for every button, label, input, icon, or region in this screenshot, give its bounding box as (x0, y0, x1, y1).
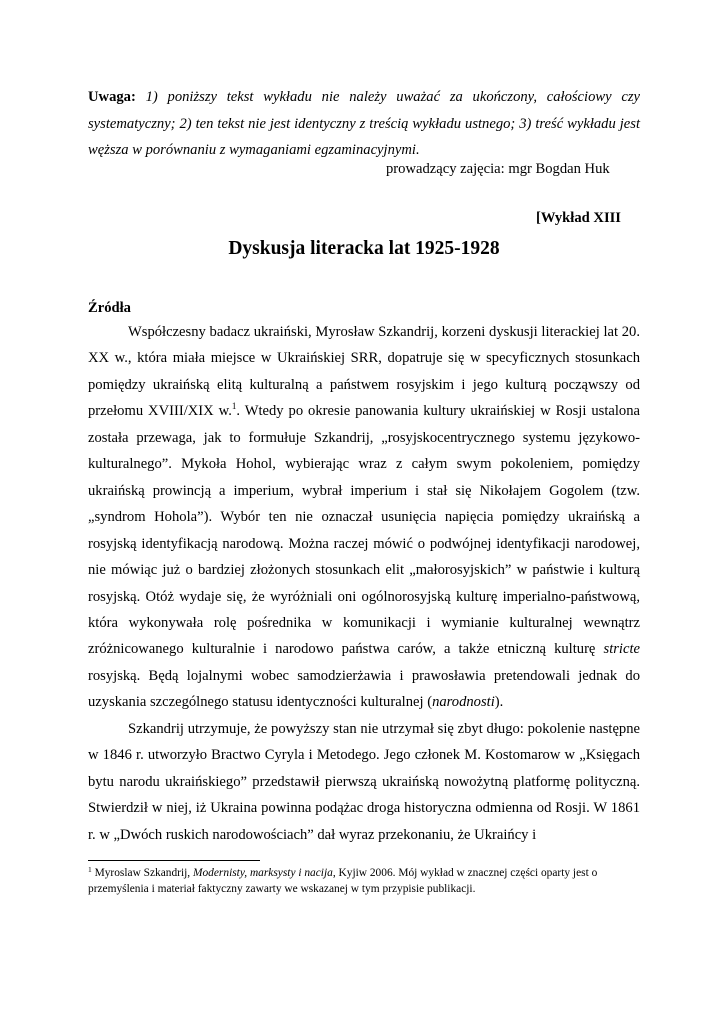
paragraph-1 (88, 319, 640, 716)
paragraph-1-part-2: . Wtedy po okresie panowania kultury ukraińskiej w Rosji ustalona została przewaga, jak to formułuje Szkandrij, „rosyjskocentrycznego systemu językowo-kulturalnego”. Mykoła Hohol, wybierając wraz z całym swym pokoleniem, pomiędzy ukraińską prowincją a imperium, wybrał imperium i stał się Nikołajem Gogolem (tzw. „syndrom Hohola”). Wybór ten nie oznaczał usunięcia napięcia pomiędzy ukraińską a rosyjską identyfikacją narodową. Można raczej mówić o podwójnej identyfikacji narodowej, nie mówiąc już o bardziej złożonych stosunkach elit „małorosyjskich” w państwie i kulturą rosyjską. Otóż wydaje się, że wyróżniali oni ogólnorosyjską kulturę imperialno-państwową, która wykonywała rolę pośrednika w komunikacji i wymianie kulturalnej wewnątrz zróżnicowanego kulturalnie i narodowo państwa carów, a także etniczną kulturę (88, 403, 640, 658)
lecture-number: [Wykład XIII (535, 210, 621, 226)
footnote-book-title: Modernisty, marksysty i nacija (193, 867, 333, 879)
footnote-mark: 1 (88, 865, 92, 874)
instructor-line: prowadzący zajęcia: mgr Bogdan Huk (386, 161, 610, 177)
emphasis-narodnosti: narodnosti (432, 694, 495, 711)
footnote-divider (88, 860, 260, 861)
footnote-author: Myroslaw Szkandrij, (91, 867, 193, 879)
paragraph-1-part-1: Współczesny badacz ukraiński, Myrosław Szkandrij, korzeni dyskusji literackiej lat 20. XX w., która miała miejsce w Ukraińskiej SRR, dopatruje się w specyficznych stosunkach pomiędzy ukraińską elitą kulturalną a państwem rosyjskim i jego kulturą począwszy od przełomu XVIII/XIX w. (88, 324, 640, 420)
footnote-1 (88, 865, 640, 897)
footnote-rest: , Kyjiw 2006. Mój wykład w znacznej części oparty jest o przemyślenia i materiał faktyczny zawarty we wskazanej w tym przypisie publikacji. (88, 867, 598, 895)
page-title: Dyskusja literacka lat 1925-1928 (228, 238, 500, 259)
paragraph-2: Szkandrij utrzymuje, że powyższy stan nie utrzymał się zbyt długo: pokolenie następne w 1846 r. utworzyło Bractwo Cyryla i Metodego. Jego członek M. Kostomarow w „Księgach bytu narodu ukraińskiego” przedstawił pierwszą ukraińską nowożytną platformę polityczną. Stwierdził w niej, iż Ukraina powinna podążac droga historyczna odmienna od Rosji. W 1861 r. w „Dwóch ruskich narodowościach” dał wyraz przekonaniu, że Ukraińcy i (88, 720, 640, 843)
note-label: Uwaga: (88, 89, 136, 105)
paragraph-1-part-3: rosyjską. Będą lojalnymi wobec samodzierżawia i prawosławia pretendowali jednak do uzyskania szczególnego statusu identyczności kulturalnej ( (88, 667, 640, 711)
body-text (88, 319, 640, 848)
disclaimer-note (88, 84, 640, 164)
note-text: 1) poniższy tekst wykładu nie należy uważać za ukończony, całościowy czy systematyczny; 2) ten tekst nie jest identyczny z treścią wykładu ustnego; 3) treść wykładu jest węższa w porównaniu z wymaganiami egzaminacyjnymi. (88, 89, 640, 158)
emphasis-stricte: stricte (603, 641, 640, 658)
footnote-reference-1[interactable]: 1 (231, 401, 237, 412)
section-heading-sources: Źródła (88, 300, 131, 316)
paragraph-1-part-4: ). (494, 694, 504, 711)
